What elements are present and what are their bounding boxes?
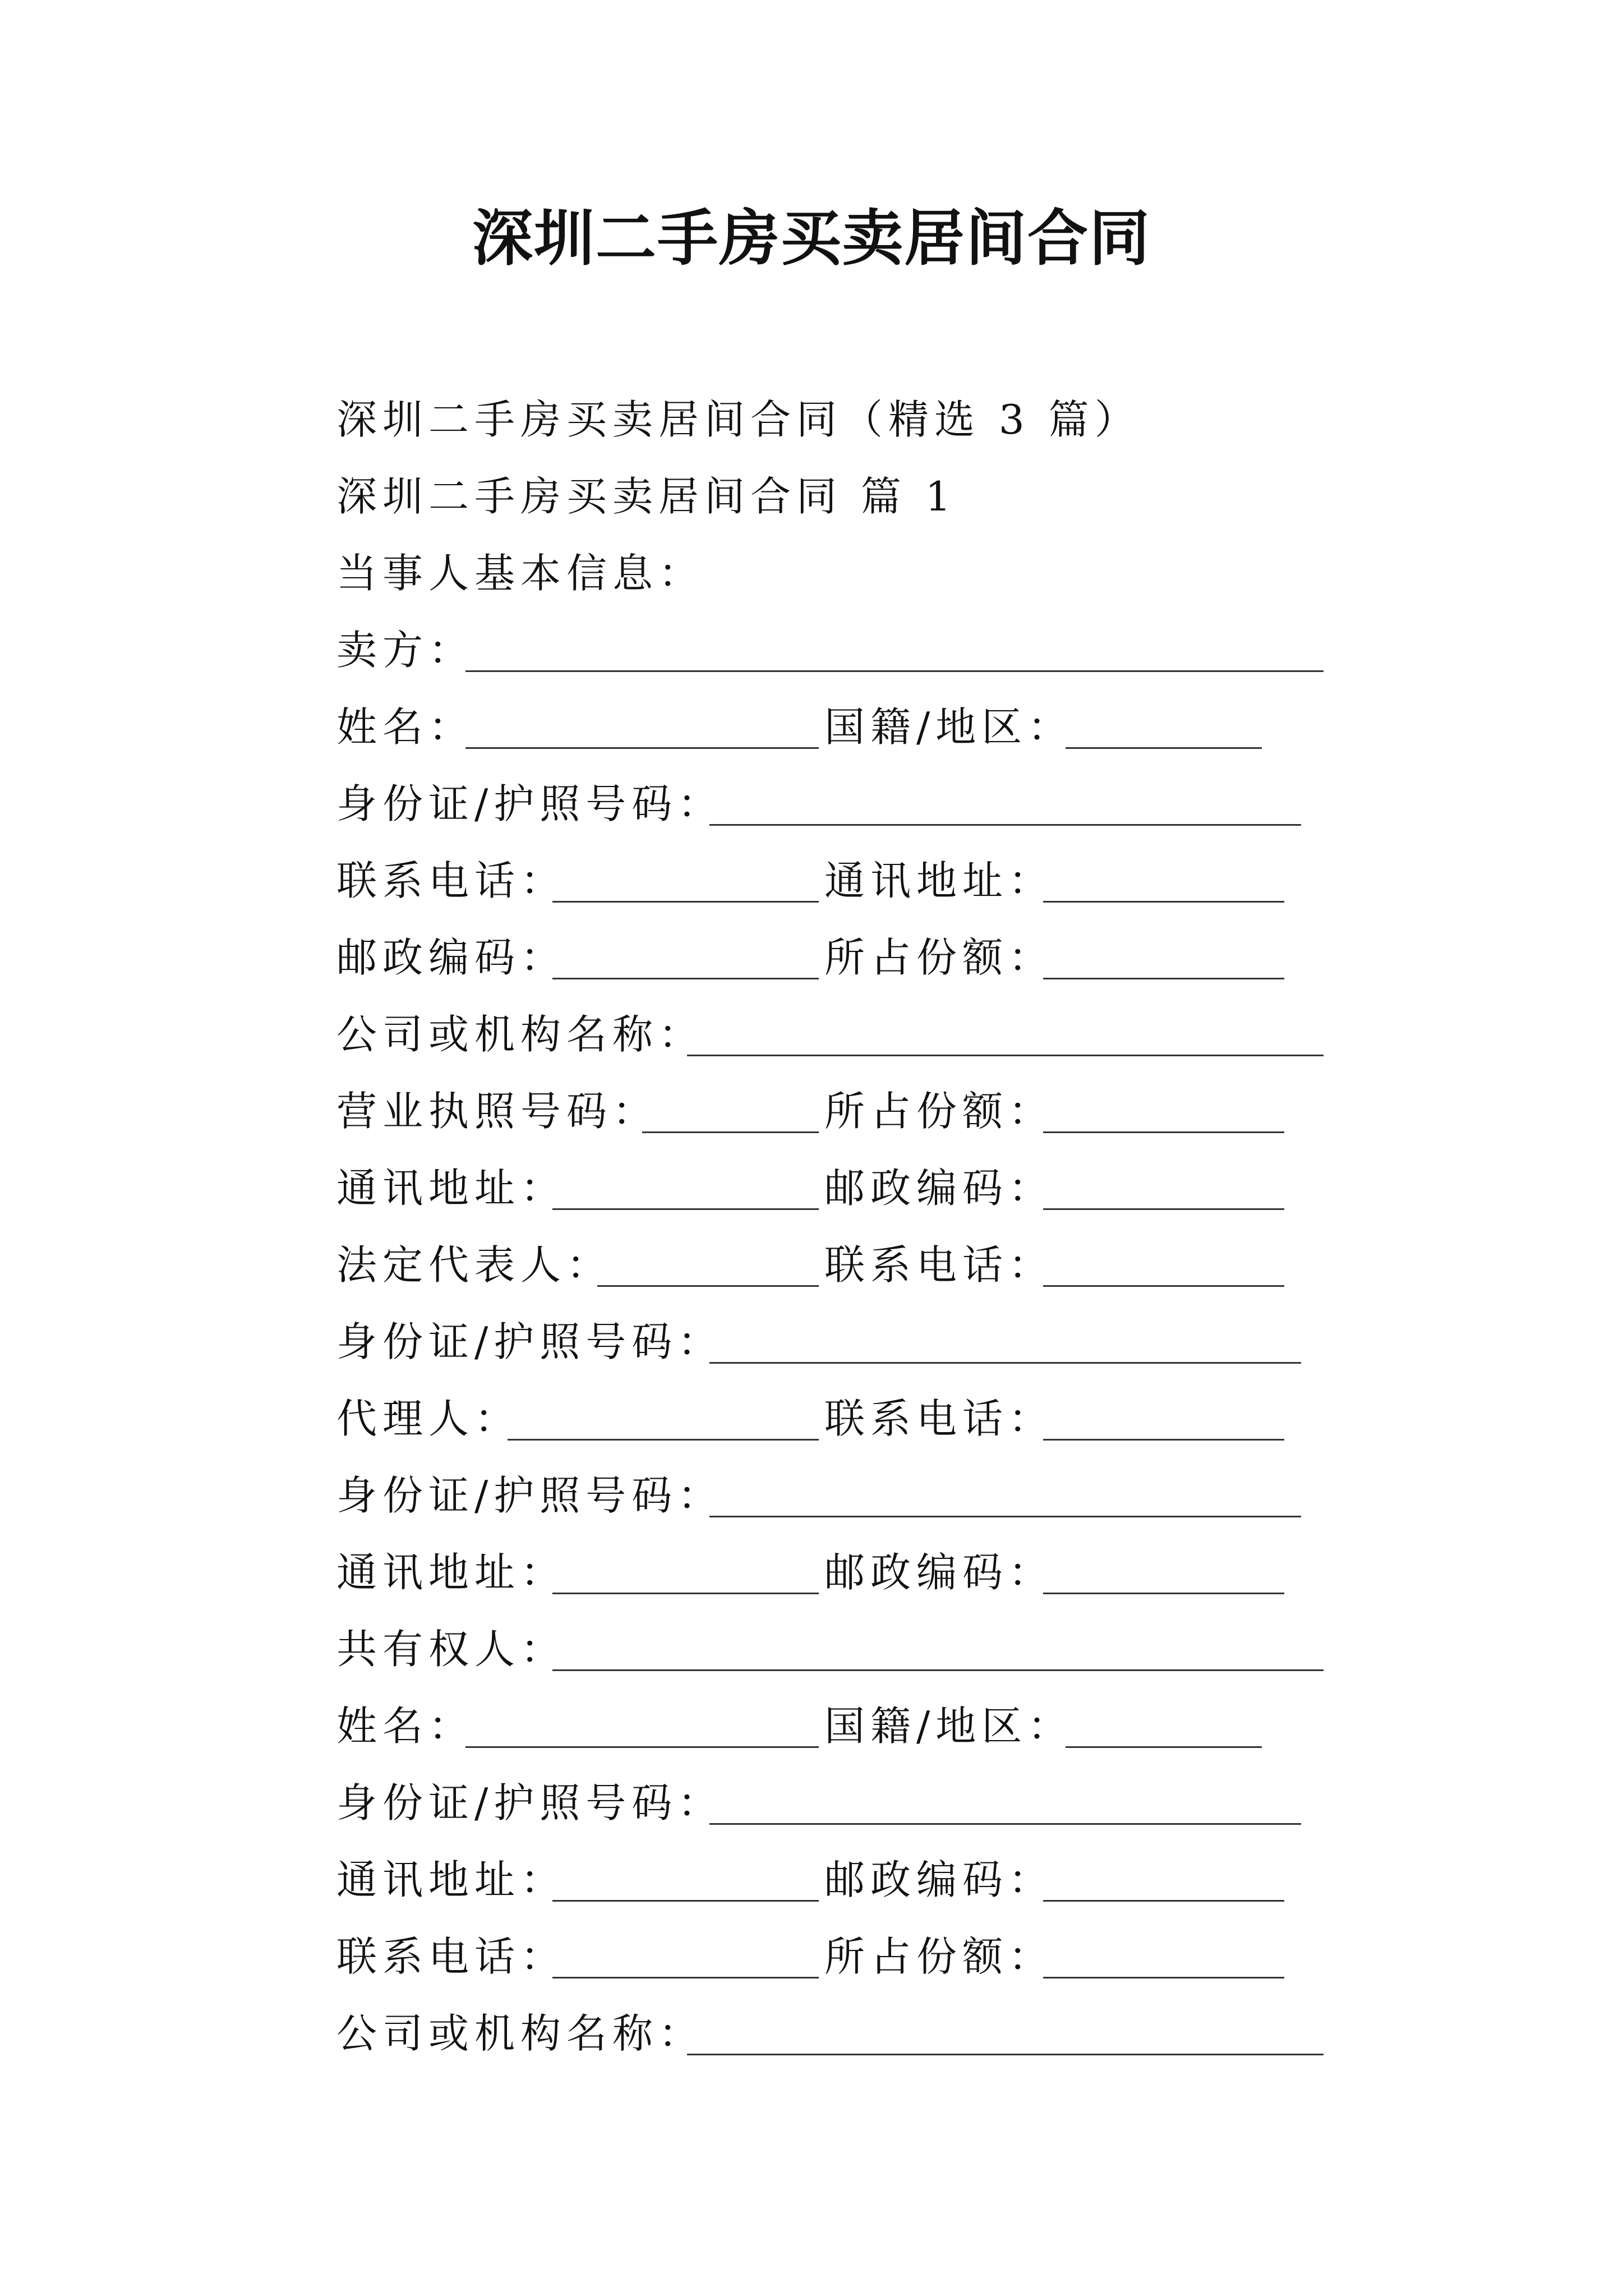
fill-in-blank[interactable] (709, 1362, 1301, 1364)
form-row-name (336, 1688, 1324, 1765)
field-label: 姓名： (336, 703, 475, 751)
field-label: 邮政编码： (824, 1856, 1055, 1903)
fill-in-blank[interactable] (1043, 1900, 1284, 1902)
form-row-postcode-share (336, 919, 1324, 996)
field-label: 身份证/护照号码： (336, 1779, 724, 1826)
field-label: 通讯地址： (336, 1856, 567, 1903)
field-label: 邮政编码： (824, 1165, 1055, 1212)
form-row-phone-address (336, 843, 1324, 919)
fill-in-blank[interactable] (709, 1823, 1301, 1825)
section-heading (336, 458, 1324, 535)
field-label: 身份证/护照号码： (336, 1472, 724, 1519)
field-label: 邮政编码： (824, 1549, 1055, 1596)
field-label: 联系电话： (824, 1395, 1055, 1442)
intro-text: 深圳二手房买卖居间合同（精选 3 篇） (336, 396, 1141, 443)
field-label: 国籍/地区： (824, 703, 1074, 751)
field-label: 姓名： (336, 1703, 475, 1750)
fill-in-blank[interactable] (1043, 1208, 1284, 1210)
form-row-id (336, 766, 1324, 843)
field-label: 通讯地址： (336, 1165, 567, 1212)
field-label: 通讯地址： (824, 857, 1055, 904)
field-label: 卖方： (336, 627, 475, 674)
field-label: 法定代表人： (336, 1241, 613, 1289)
form-row-name (336, 689, 1324, 766)
fill-in-blank[interactable] (687, 1055, 1324, 1056)
field-label: 所占份额： (824, 934, 1055, 981)
field-label: 所占份额： (824, 1088, 1055, 1135)
fill-in-blank[interactable] (1066, 747, 1262, 749)
fill-in-blank[interactable] (552, 1669, 1324, 1671)
field-label: 通讯地址： (336, 1549, 567, 1596)
fill-in-blank[interactable] (1043, 1131, 1284, 1133)
field-label: 公司或机构名称： (336, 2010, 705, 2057)
form-row-license-share (336, 1073, 1324, 1150)
fill-in-blank[interactable] (465, 1746, 819, 1748)
fill-in-blank[interactable] (709, 1516, 1301, 1517)
fill-in-blank[interactable] (1043, 1977, 1284, 1978)
field-label: 邮政编码： (336, 934, 567, 981)
form-row-legal-rep-phone (336, 1227, 1324, 1304)
form-row-id (336, 1765, 1324, 1842)
field-label: 联系电话： (336, 1933, 567, 1980)
fill-in-blank[interactable] (1043, 901, 1284, 903)
field-label: 身份证/护照号码： (336, 780, 724, 827)
form-row-id (336, 1457, 1324, 1534)
form-row-company (336, 996, 1324, 1073)
fill-in-blank[interactable] (1043, 1285, 1284, 1287)
fill-in-blank[interactable] (552, 1977, 819, 1978)
intro-line (336, 381, 1324, 458)
fill-in-blank[interactable] (642, 1131, 819, 1133)
field-label: 身份证/护照号码： (336, 1318, 724, 1365)
document-body (336, 381, 1324, 2072)
fill-in-blank[interactable] (552, 1593, 819, 1594)
fill-in-blank[interactable] (552, 1900, 819, 1902)
form-row-id (336, 1304, 1324, 1381)
field-label: 营业执照号码： (336, 1088, 659, 1135)
fill-in-blank[interactable] (709, 824, 1301, 826)
field-label: 所占份额： (824, 1933, 1055, 1980)
field-label: 联系电话： (824, 1241, 1055, 1289)
form-row-address-postcode (336, 1534, 1324, 1611)
fill-in-blank[interactable] (1043, 1593, 1284, 1594)
fill-in-blank[interactable] (508, 1439, 819, 1441)
fill-in-blank[interactable] (1043, 1439, 1284, 1441)
fill-in-blank[interactable] (687, 2054, 1324, 2055)
field-label: 代理人： (336, 1395, 521, 1442)
fill-in-blank[interactable] (552, 978, 819, 979)
field-label: 联系电话： (336, 857, 567, 904)
field-label: 公司或机构名称： (336, 1011, 705, 1058)
fill-in-blank[interactable] (465, 670, 1324, 672)
form-row-address-postcode (336, 1150, 1324, 1227)
fill-in-blank[interactable] (1066, 1746, 1262, 1748)
fill-in-blank[interactable] (1043, 978, 1284, 979)
form-row-agent-phone (336, 1381, 1324, 1457)
form-row-co-owner (336, 1611, 1324, 1688)
form-row-company (336, 1995, 1324, 2072)
parties-heading (336, 535, 1324, 612)
fill-in-blank[interactable] (465, 747, 819, 749)
form-row-address-postcode (336, 1842, 1324, 1918)
field-label: 共有权人： (336, 1626, 567, 1673)
section-heading-text: 深圳二手房买卖居间合同 篇 1 (336, 473, 957, 520)
field-label: 国籍/地区： (824, 1703, 1074, 1750)
fill-in-blank[interactable] (552, 1208, 819, 1210)
parties-heading-text: 当事人基本信息： (336, 550, 705, 597)
form-row-seller (336, 612, 1324, 689)
fill-in-blank[interactable] (597, 1285, 819, 1287)
document-title: 深圳二手房买卖居间合同 (472, 203, 1151, 274)
fill-in-blank[interactable] (552, 901, 819, 903)
form-row-phone-share (336, 1918, 1324, 1995)
